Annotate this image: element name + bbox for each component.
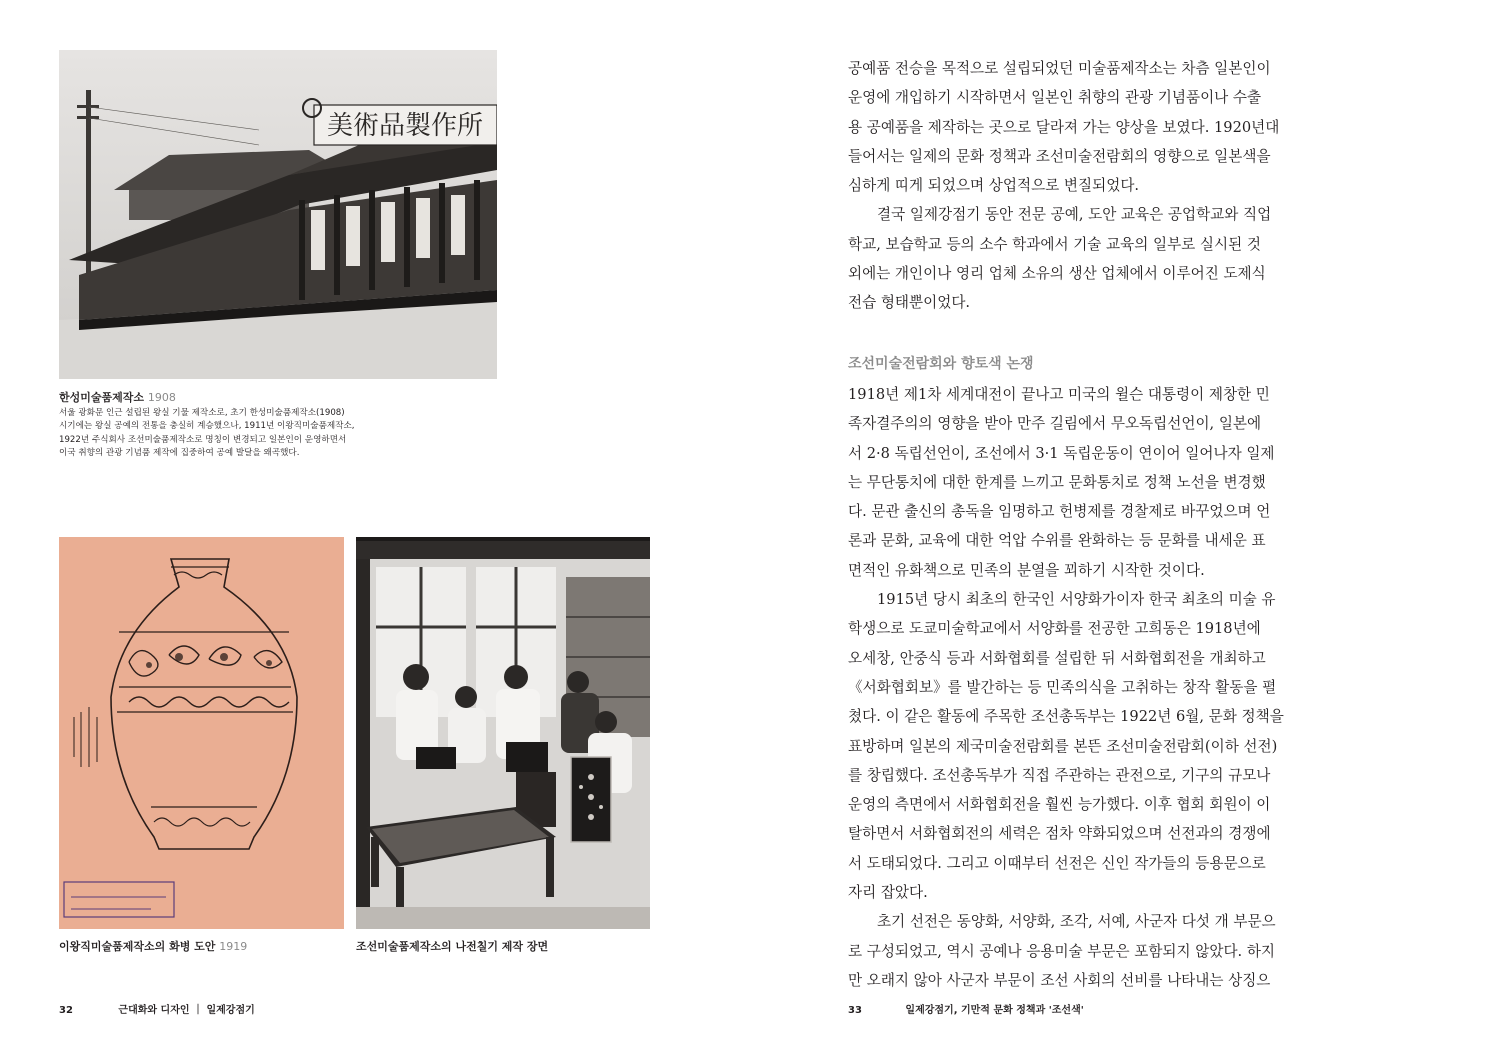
text-line: 운영에 개입하기 시작하면서 일본인 취향의 관광 기념품이나 수출 <box>848 89 1262 107</box>
text-line: 만 오래지 않아 사군자 부문이 조선 사회의 선비를 나타내는 상징으 <box>848 971 1271 989</box>
text-line: 를 창립했다. 조선총독부가 직접 주관하는 관전으로, 기구의 규모나 <box>848 766 1271 784</box>
left-folio <box>59 1001 255 1016</box>
text-line: 초기 선전은 동양화, 서양화, 조각, 서예, 사군자 다섯 개 부문으 <box>877 913 1276 931</box>
text-line: 오세창, 안중식 등과 서화협회를 설립한 뒤 서화협회전을 개최하고 <box>848 649 1266 667</box>
figure1-caption-body <box>59 407 355 461</box>
figure1-caption-year: 1908 <box>147 391 176 404</box>
text-line: 는 무단통치에 대한 한계를 느끼고 문화통치로 정책 노선을 변경했 <box>848 473 1266 491</box>
text-line: 쳤다. 이 같은 활동에 주목한 조선총독부는 1922년 6월, 문화 정책을 <box>848 708 1284 726</box>
text-line: 1915년 당시 최초의 한국인 서양화가이자 한국 최초의 미술 유 <box>877 591 1276 609</box>
text-line: 심하게 띠게 되었으며 상업적으로 변질되었다. <box>848 177 1140 195</box>
text-line: 외에는 개인이나 영리 업체 소유의 생산 업체에서 이루어진 도제식 <box>848 265 1266 283</box>
caption-line: 이국 취향의 관광 기념품 제작에 집중하여 공예 발달을 왜곡했다. <box>59 448 300 459</box>
running-head: 일제강점기, 기만적 문화 정책과 '조선색' <box>905 1005 1084 1016</box>
text-line: 용 공예품을 제작하는 곳으로 달라져 가는 양상을 보였다. 1920년대 <box>848 118 1280 136</box>
text-line: 운영의 측면에서 서화협회전을 훨씬 능가했다. 이후 협회 회원이 이 <box>848 796 1271 814</box>
figure2-caption-year: 1919 <box>219 940 248 953</box>
text-line: 로 구성되었고, 역시 공예나 응용미술 부문은 포함되지 않았다. 하지 <box>848 942 1276 960</box>
text-line: 서 2·8 독립선언이, 조선에서 3·1 독립운동이 연이어 일어나자 일제 <box>848 444 1275 462</box>
text-line: 탈하면서 서화협회전의 세력은 점차 약화되었으며 선전과의 경쟁에 <box>848 825 1271 843</box>
figure2-caption-title <box>59 938 247 954</box>
text-line: 학교, 보습학교 등의 소수 학과에서 기술 교육의 일부로 실시된 것 <box>848 235 1261 253</box>
section-heading: 조선미술전람회와 향토색 논쟁 <box>848 356 1034 372</box>
text-line: 들어서는 일제의 문화 정책과 조선미술전람회의 영향으로 일본색을 <box>848 147 1271 165</box>
text-line: 공예품 전승을 목적으로 설립되었던 미술품제작소는 차츰 일본인이 <box>848 60 1271 77</box>
figure1-caption-title <box>59 389 176 405</box>
lacquerware-workshop-photo <box>356 537 650 929</box>
text-line: 전습 형태뿐이었다. <box>848 294 971 312</box>
sign-text: 美術品製作所 <box>326 111 484 141</box>
text-line: 다. 문관 출신의 총독을 임명하고 헌병제를 경찰제로 바꾸었으며 언 <box>848 503 1271 521</box>
caption-line: 서울 광화문 인근 설립된 왕실 기물 제작소로, 초기 한성미술품제작소(1908) <box>59 408 345 418</box>
text-line: 자리 잡았다. <box>848 884 928 902</box>
page-number: 32 <box>59 1005 73 1016</box>
text-line: 《서화협회보》를 발간하는 등 민족의식을 고취하는 창작 활동을 펼 <box>848 678 1277 696</box>
text-line: 1918년 제1차 세계대전이 끝나고 미국의 윌슨 대통령이 제창한 민 <box>848 386 1270 403</box>
caption-line: 1922년 주식회사 조선미술품제작소로 명칭이 변경되고 일본인이 운영하면서 <box>59 434 347 445</box>
body-paragraphs-bottom <box>848 380 1290 995</box>
right-folio <box>848 1001 1084 1016</box>
vase-design-drawing <box>59 537 344 929</box>
caption-line: 시기에는 왕실 공예의 전통을 충실히 계승했으나, 1911년 이왕직미술품제작소, <box>59 421 355 432</box>
text-line: 결국 일제강점기 동안 전문 공예, 도안 교육은 공업학교와 직업 <box>877 206 1272 224</box>
running-head: 근대화와 디자인 ｜ 일제강점기 <box>118 1005 255 1016</box>
text-line: 족자결주의의 영향을 받아 만주 길림에서 무오독립선언이, 일본에 <box>848 415 1262 433</box>
figure1-caption-name: 한성미술품제작소 <box>59 391 145 404</box>
text-line: 학생으로 도쿄미술학교에서 서양화를 전공한 고희동은 1918년에 <box>848 620 1261 638</box>
body-paragraphs-top <box>848 54 1290 318</box>
text-line: 면적인 유화책으로 민족의 분열을 꾀하기 시작한 것이다. <box>848 561 1205 579</box>
figure3-caption-title: 조선미술품제작소의 나전칠기 제작 장면 <box>356 940 549 953</box>
figure2-caption-name: 이왕직미술품제작소의 화병 도안 <box>59 940 216 953</box>
text-line: 표방하며 일본의 제국미술전람회를 본뜬 조선미술전람회(이하 선전) <box>848 737 1278 755</box>
workshop-building-photo <box>59 50 497 379</box>
page-number: 33 <box>848 1005 862 1016</box>
text-line: 서 도태되었다. 그리고 이때부터 선전은 신인 작가들의 등용문으로 <box>848 854 1266 872</box>
text-line: 론과 문화, 교육에 대한 억압 수위를 완화하는 등 문화를 내세운 표 <box>848 532 1266 550</box>
